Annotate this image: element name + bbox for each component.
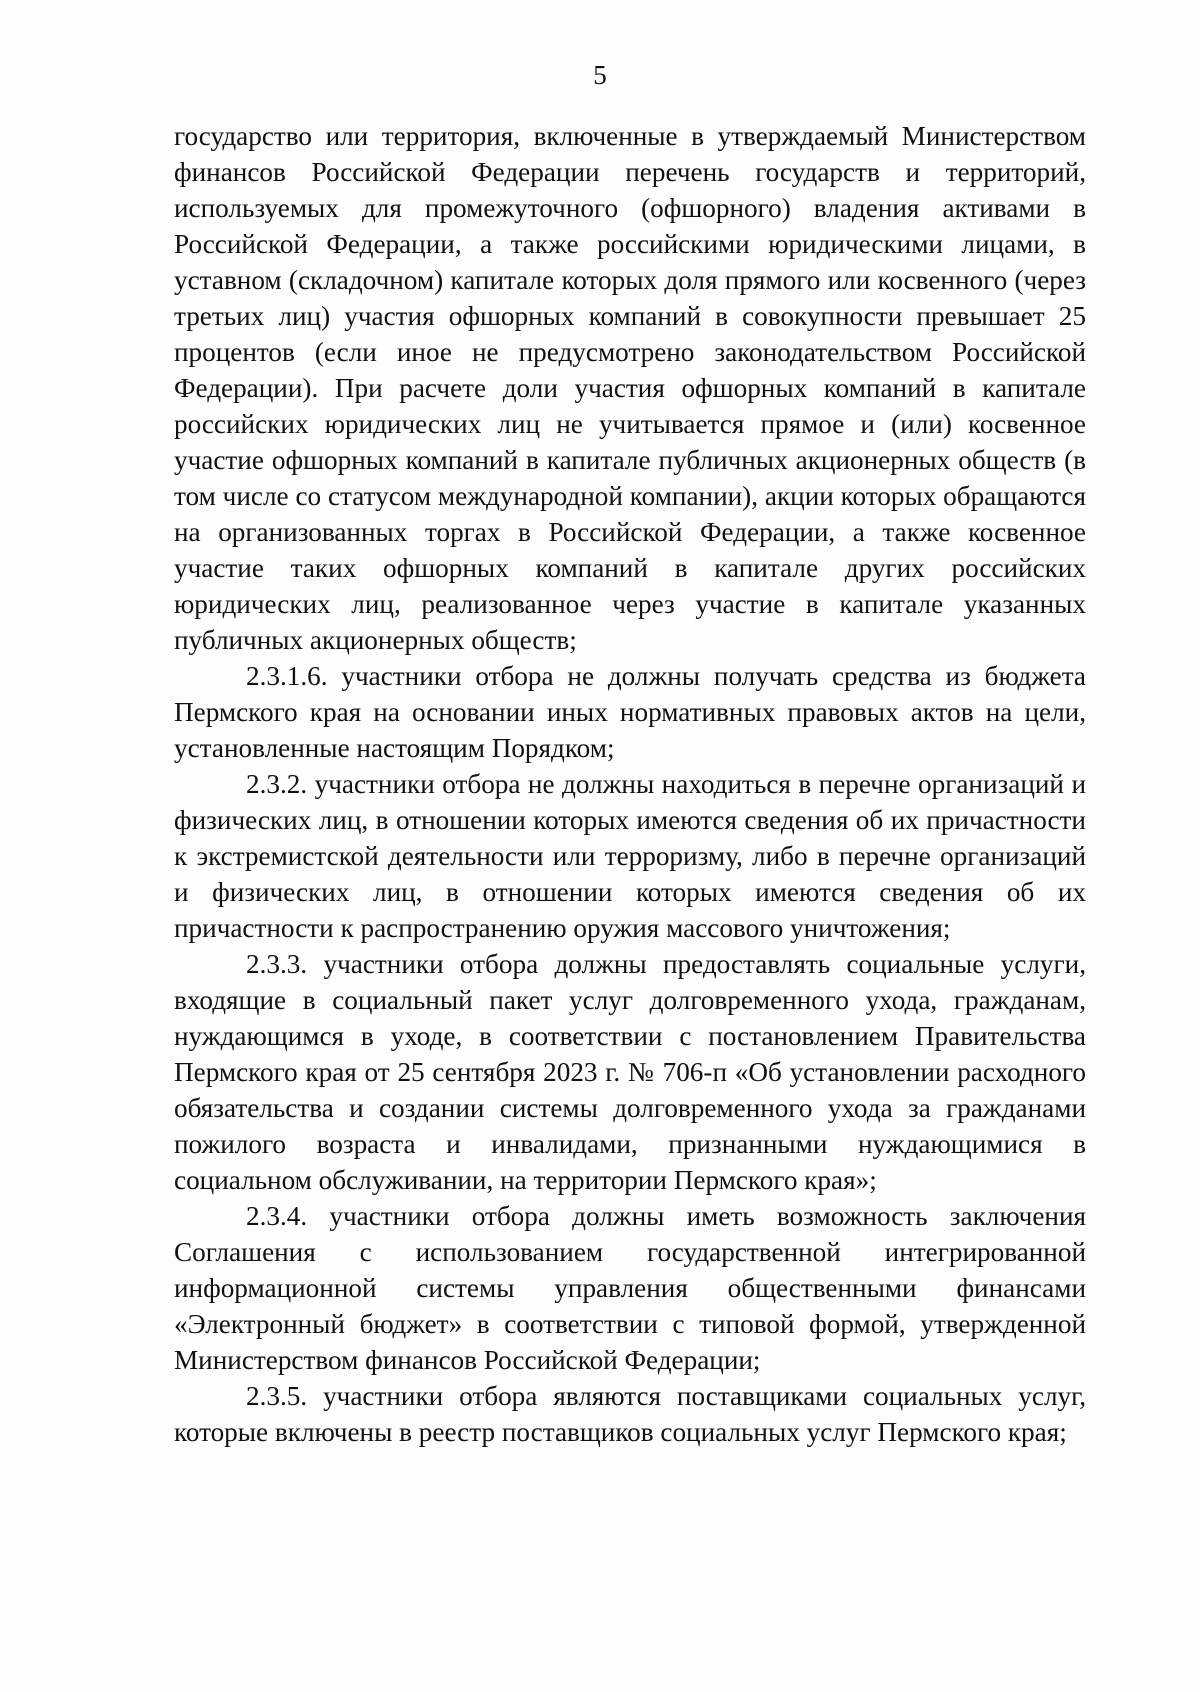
paragraph-2-3-2: 2.3.2. участники отбора не должны находиться в перечне организаций и физических лиц, в отношении которых имеются сведения об их причастности к экстремистской деятельности или терроризму, либо в перечне организаций и физических лиц, в отношении которых имеются сведения об их причастности к распространению оружия массового уничтожения; <box>174 769 1086 943</box>
paragraph-offshore-continuation: государство или территория, включенные в утверждаемый Министерством финансов Российской Федерации перечень государств и территорий, используемых для промежуточного (офшорного) владения активами в Российской Федерации, а также российскими юридическими лицами, в уставном (складочном) капитале которых доля прямого или косвенного (через третьих лиц) участия офшорных компаний в совокупности превышает 25 процентов (если иное не предусмотрено законодательством Российской Федерации). При расчете доли участия офшорных компаний в капитале российских юридических лиц не учитывается прямое и (или) косвенное участие офшорных компаний в капитале публичных акционерных обществ (в том числе со статусом международной компании), акции которых обращаются на организованных торгах в Российской Федерации, а также косвенное участие таких офшорных компаний в капитале других российских юридических лиц, реализованное через участие в капитале указанных публичных акционерных обществ; <box>174 121 1086 655</box>
paragraph-2-3-4: 2.3.4. участники отбора должны иметь возможность заключения Соглашения с использованием государственной интегрированной информационной системы управления общественными финансами «Электронный бюджет» в соответствии с типовой формой, утвержденной Министерством финансов Российской Федерации; <box>174 1201 1086 1375</box>
paragraph-2-3-3: 2.3.3. участники отбора должны предоставлять социальные услуги, входящие в социальный пакет услуг долговременного ухода, гражданам, нуждающимся в уходе, в соответствии с постановлением Правительства Пермского края от 25 сентября 2023 г. № 706-п «Об установлении расходного обязательства и создании системы долговременного ухода за гражданами пожилого возраста и инвалидами, признанными нуждающимися в социальном обслуживании, на территории Пермского края»; <box>174 949 1086 1195</box>
paragraph-2-3-1-6: 2.3.1.6. участники отбора не должны получать средства из бюджета Пермского края на основании иных нормативных правовых актов на цели, установленные настоящим Порядком; <box>174 661 1086 763</box>
page-number: 5 <box>593 60 607 90</box>
paragraph-2-3-5: 2.3.5. участники отбора являются поставщиками социальных услуг, которые включены в реестр поставщиков социальных услуг Пермского края; <box>174 1381 1086 1447</box>
document-body <box>174 118 1086 1450</box>
